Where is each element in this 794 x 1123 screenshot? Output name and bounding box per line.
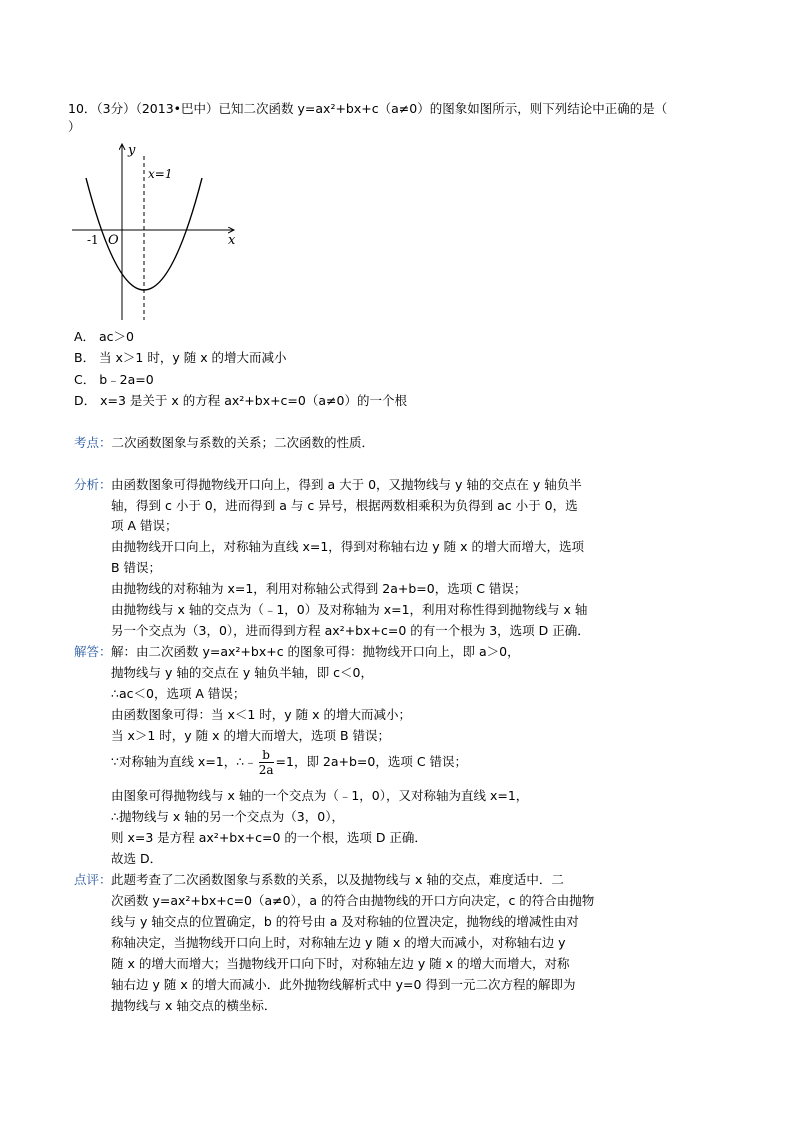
jieda-line: 当 x＞1 时，y 随 x 的增大而增大，选项 B 错误；	[111, 728, 391, 743]
dianping-line: 轴右边 y 随 x 的增大而减小．此外抛物线解析式中 y=0 得到一元二次方程的解即为	[111, 977, 576, 992]
jieda-line: ∴ac＜0，选项 A 错误；	[111, 686, 246, 701]
fenxi-line: 由函数图象可得抛物线开口向上，得到 a 大于 0，又抛物线与 y 轴的交点在 y 轴负半	[111, 477, 582, 492]
jieda-line: 则 x=3 是方程 ax²+bx+c=0 的一个根，选项 D 正确．	[111, 830, 427, 845]
fenxi-line: 项 A 错误；	[111, 518, 178, 533]
option-c: C． b﹣2a=0	[74, 372, 154, 387]
kaodian-section	[74, 434, 374, 452]
sym-suffix: =1，即 2a+b=0，选项 C 错误；	[275, 754, 468, 769]
option-d: D． x=3 是关于 x 的方程 ax²+bx+c=0（a≠0）的一个根	[74, 393, 407, 408]
question-line-2: ）	[68, 119, 81, 134]
fraction-b-over-2a	[259, 748, 274, 777]
fenxi-line: 由抛物线与 x 轴的交点为（﹣1，0）及对称轴为 x=1，利用对称性得到抛物线与 x 轴	[111, 602, 588, 617]
fenxi-line: B 错误；	[111, 560, 162, 575]
dianping-line: 称轴决定，当抛物线开口向上时，对称轴左边 y 随 x 的增大而减小，对称轴右边 y	[111, 935, 566, 950]
dianping-line: 随 x 的增大而增大；当抛物线开口向下时，对称轴左边 y 随 x 的增大而增大，对称	[111, 956, 570, 971]
option-a: A． ac＞0	[74, 329, 135, 344]
jieda-label: 解答：	[74, 644, 112, 659]
parabola-graph	[68, 138, 248, 323]
jieda-line: ∴抛物线与 x 轴的另一个交点为（3，0），	[111, 809, 344, 824]
sym-prefix: ∵对称轴为直线 x=1，∴﹣	[111, 754, 257, 769]
jieda-line: 由函数图象可得：当 x＜1 时，y 随 x 的增大而减小；	[111, 707, 412, 722]
jieda-line: 解：由二次函数 y=ax²+bx+c 的图象可得：抛物线开口向上，即 a＞0，	[111, 644, 520, 659]
option-b: B． 当 x＞1 时，y 随 x 的增大而减小	[74, 350, 287, 365]
fenxi-line: 由抛物线的对称轴为 x=1，利用对称轴公式得到 2a+b=0，选项 C 错误；	[111, 581, 527, 596]
dianping-line: 线与 y 轴交点的位置确定，b 的符号由 a 及对称轴的位置决定，抛物线的增减性由对	[111, 914, 579, 929]
fenxi-line: 另一个交点为（3，0），进而得到方程 ax²+bx+c=0 的有一个根为 3，选项 D 正确．	[111, 623, 590, 638]
fenxi-line: 由抛物线开口向上，对称轴为直线 x=1，得到对称轴右边 y 随 x 的增大而增大，选项	[111, 539, 584, 554]
kaodian-label: 考点：	[74, 435, 112, 450]
symmetry-axis-label: x=1	[148, 167, 173, 181]
question-line-1: 10．（3分）（2013•巴中）已知二次函数 y=ax²+bx+c（a≠0）的图象如图所示，则下列结论中正确的是（	[68, 101, 668, 116]
jieda-line: 由图象可得抛物线与 x 轴的一个交点为（﹣1，0），又对称轴为直线 x=1，	[111, 788, 529, 803]
jieda-line: 故选 D．	[111, 851, 163, 866]
kaodian-text: 二次函数图象与系数的关系；二次函数的性质．	[111, 435, 375, 450]
dianping-line: 抛物线与 x 轴交点的横坐标．	[111, 998, 277, 1013]
dianping-line: 此题考查了二次函数图象与系数的关系，以及抛物线与 x 轴的交点，难度适中．二	[111, 872, 564, 887]
fenxi-label: 分析：	[74, 477, 112, 492]
fenxi-line: 轴，得到 c 小于 0，进而得到 a 与 c 异号，根据两数相乘积为负得到 ac 小于 0，选	[111, 498, 578, 513]
dianping-line: 次函数 y=ax²+bx+c=0（a≠0），a 的符合由抛物线的开口方向决定，c 的符合由抛物	[111, 893, 595, 908]
jieda-line: 抛物线与 y 轴的交点在 y 轴负半轴，即 c＜0，	[111, 665, 373, 680]
fraction-numerator: b	[259, 748, 274, 763]
jieda-symmetry-line	[111, 744, 467, 780]
dianping-label: 点评：	[74, 872, 112, 887]
y-axis-label: y	[128, 143, 136, 158]
origin-label: O	[108, 233, 119, 248]
x-axis-label: x	[228, 233, 236, 248]
neg-one-label: -1	[87, 233, 99, 247]
fraction-denominator: 2a	[258, 763, 274, 777]
